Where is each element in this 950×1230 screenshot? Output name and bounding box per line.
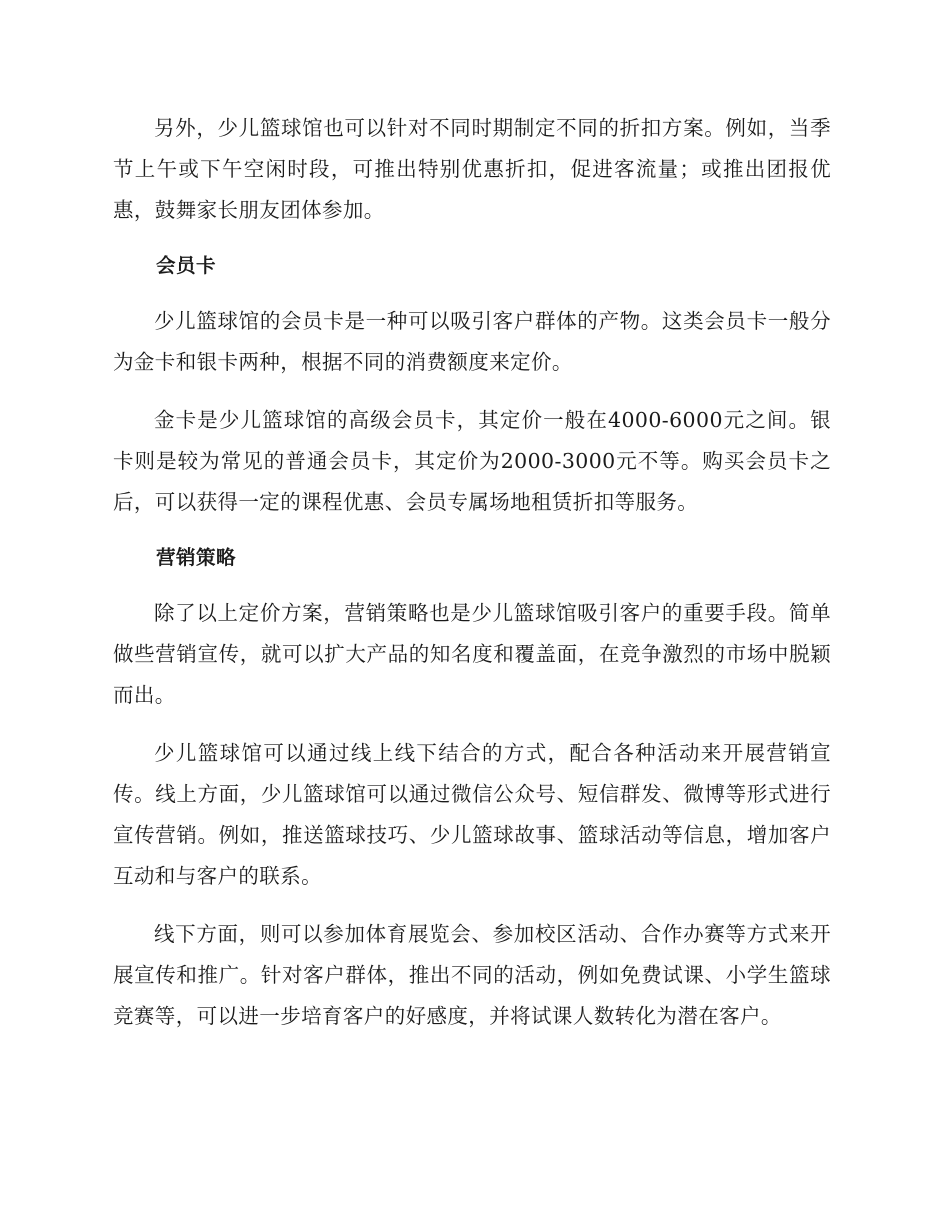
paragraph-gold-silver-cards: 金卡是少儿篮球馆的高级会员卡，其定价一般在4000-6000元之间。银卡则是较为常见的普通会员卡，其定价为2000-3000元不等。购买会员卡之后，可以获得一定的课程优惠、会员专属场地租赁折扣等服务。 (113, 408, 831, 514)
paragraph-discount-plans: 另外，少儿篮球馆也可以针对不同时期制定不同的折扣方案。例如，当季节上午或下午空闲时段，可推出特别优惠折扣，促进客流量；或推出团报优惠，鼓舞家长朋友团体参加。 (113, 116, 831, 222)
paragraph-marketing-intro: 除了以上定价方案，营销策略也是少儿篮球馆吸引客户的重要手段。简单做些营销宣传，就可以扩大产品的知名度和覆盖面，在竞争激烈的市场中脱颖而出。 (113, 601, 831, 707)
paragraph-online-marketing: 少儿篮球馆可以通过线上线下结合的方式，配合各种活动来开展营销宣传。线上方面，少儿篮球馆可以通过微信公众号、短信群发、微博等形式进行宣传营销。例如，推送篮球技巧、少儿篮球故事、篮球活动等信息，增加客户互动和与客户的联系。 (113, 741, 831, 888)
paragraph-offline-marketing: 线下方面，则可以参加体育展览会、参加校区活动、合作办赛等方式来开展宣传和推广。针对客户群体，推出不同的活动，例如免费试课、小学生篮球竞赛等，可以进一步培育客户的好感度，并将试课人数转化为潜在客户。 (113, 922, 831, 1028)
paragraph-membership-intro: 少儿篮球馆的会员卡是一种可以吸引客户群体的产物。这类会员卡一般分为金卡和银卡两种，根据不同的消费额度来定价。 (113, 309, 831, 374)
section-heading-marketing-strategy: 营销策略 (156, 546, 237, 569)
document-body (113, 108, 831, 1054)
section-heading-membership-card: 会员卡 (156, 254, 217, 277)
